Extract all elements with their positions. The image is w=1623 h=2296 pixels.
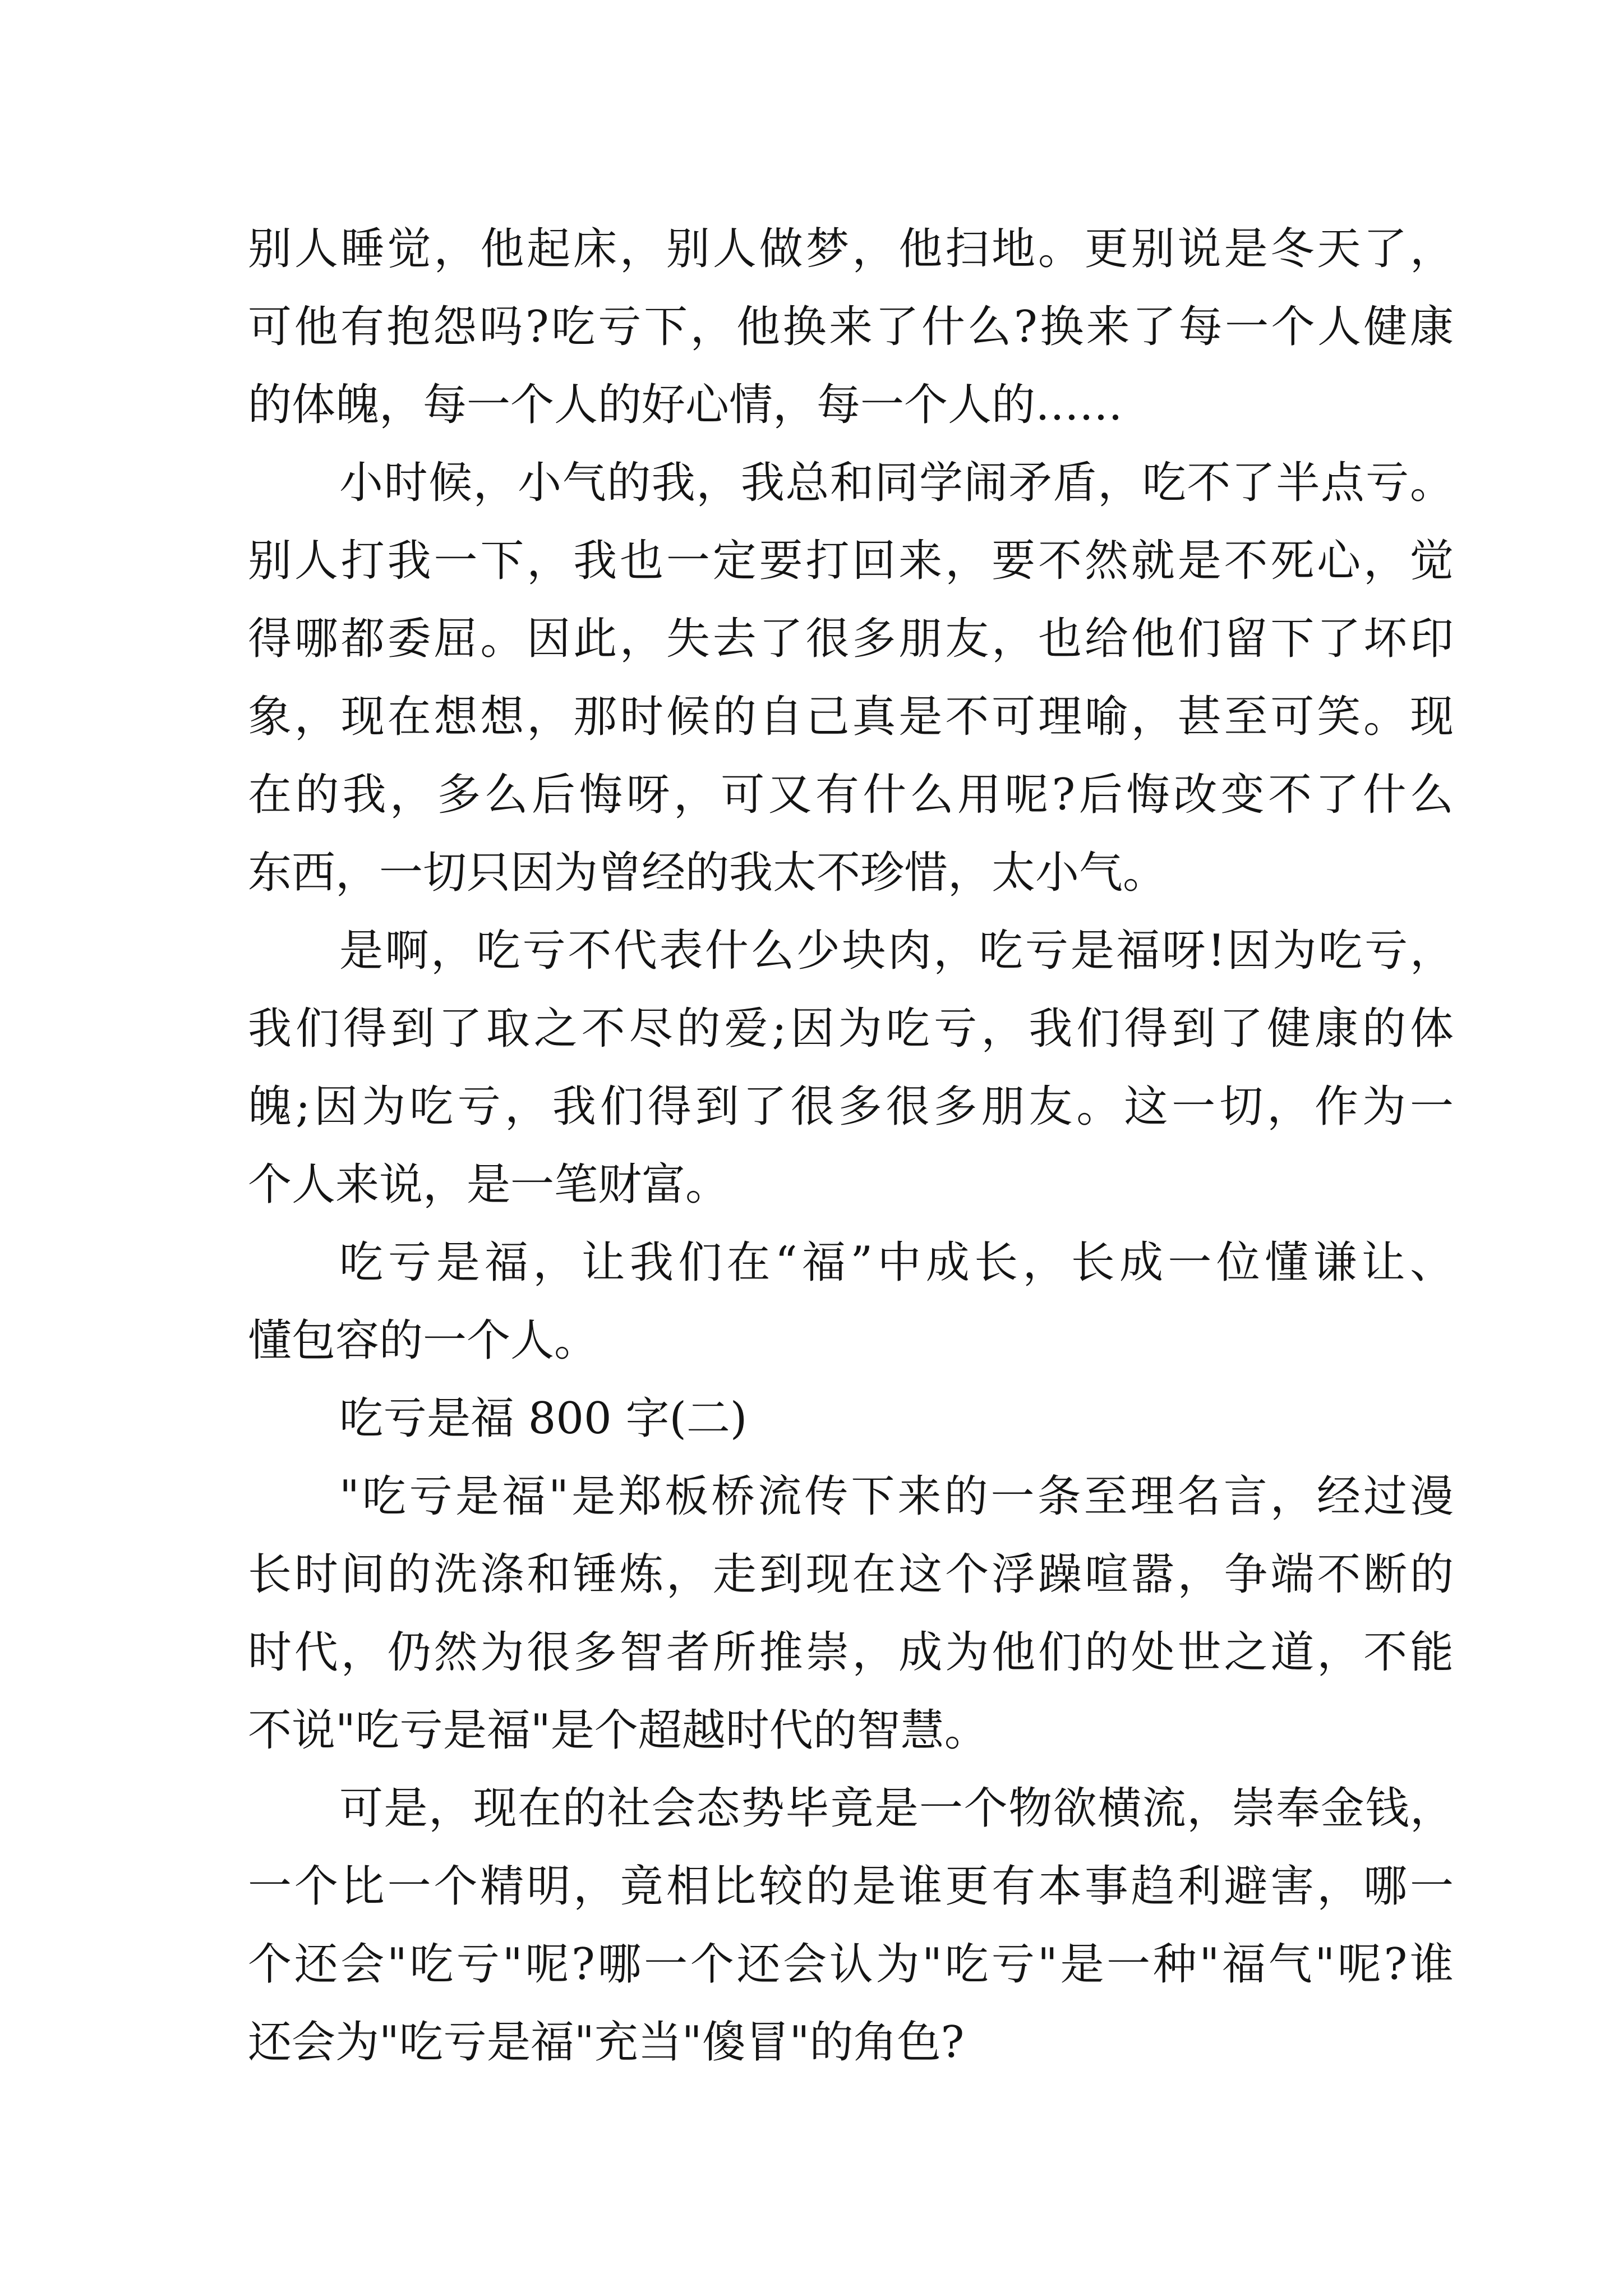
section-heading: [248, 1380, 1454, 1458]
text-line: 一个比一个精明，竟相比较的是谁更有本事趋利避害，哪一: [248, 1861, 1454, 1912]
text-line: 我们得到了取之不尽的爱;因为吃亏，我们得到了健康的体: [248, 1004, 1454, 1054]
paragraph: [248, 210, 1454, 444]
text-line: 的体魄，每一个人的好心情，每一个人的……: [248, 380, 1123, 430]
text-line: "吃亏是福"是郑板桥流传下来的一条至理名言，经过漫: [339, 1471, 1454, 1522]
text-line: 小时候，小气的我，我总和同学闹矛盾，吃不了半点亏。: [339, 458, 1454, 508]
text-line: 别人睡觉，他起床，别人做梦，他扫地。更别说是冬天了，: [248, 224, 1454, 274]
paragraph: [248, 1458, 1454, 1770]
text-line: 魄;因为吃亏，我们得到了很多很多朋友。这一切，作为一: [248, 1082, 1454, 1132]
text-line: 东西，一切只因为曾经的我太不珍惜，太小气。: [248, 848, 1167, 898]
text-line: 可他有抱怨吗?吃亏下，他换来了什么?换来了每一个人健康: [248, 302, 1454, 352]
text-line: 长时间的洗涤和锤炼，走到现在这个浮躁喧嚣，争端不断的: [248, 1549, 1454, 1600]
text-line: 别人打我一下，我也一定要打回来，要不然就是不死心，觉: [248, 536, 1454, 586]
paragraph: [248, 1224, 1454, 1380]
text-line: 得哪都委屈。因此，失去了很多朋友，也给他们留下了坏印: [248, 614, 1454, 664]
paragraph: [248, 1770, 1454, 2082]
text-line: 可是，现在的社会态势毕竟是一个物欲横流，崇奉金钱，: [339, 1783, 1454, 1834]
text-line: 懂包容的一个人。: [248, 1315, 598, 1366]
text-line: 是啊，吃亏不代表什么少块肉，吃亏是福呀!因为吃亏，: [339, 926, 1454, 976]
section-heading-text: 吃亏是福 800 字(二): [339, 1393, 748, 1444]
paragraph: [248, 912, 1454, 1224]
text-line: 个人来说，是一笔财富。: [248, 1159, 730, 1210]
text-line: 在的我，多么后悔呀，可又有什么用呢?后悔改变不了什么: [248, 770, 1454, 820]
text-line: 吃亏是福，让我们在“福”中成长，长成一位懂谦让、: [339, 1237, 1454, 1288]
paragraph: [248, 444, 1454, 912]
text-line: 时代，仍然为很多智者所推崇，成为他们的处世之道，不能: [248, 1627, 1454, 1678]
document-body: [248, 210, 1454, 2082]
text-line: 象，现在想想，那时候的自己真是不可理喻，甚至可笑。现: [248, 692, 1454, 742]
text-line: 不说"吃亏是福"是个超越时代的智慧。: [248, 1705, 988, 1756]
text-line: 个还会"吃亏"呢?哪一个还会认为"吃亏"是一种"福气"呢?谁: [248, 1939, 1454, 1990]
text-line: 还会为"吃亏是福"充当"傻冒"的角色?: [248, 2017, 965, 2068]
